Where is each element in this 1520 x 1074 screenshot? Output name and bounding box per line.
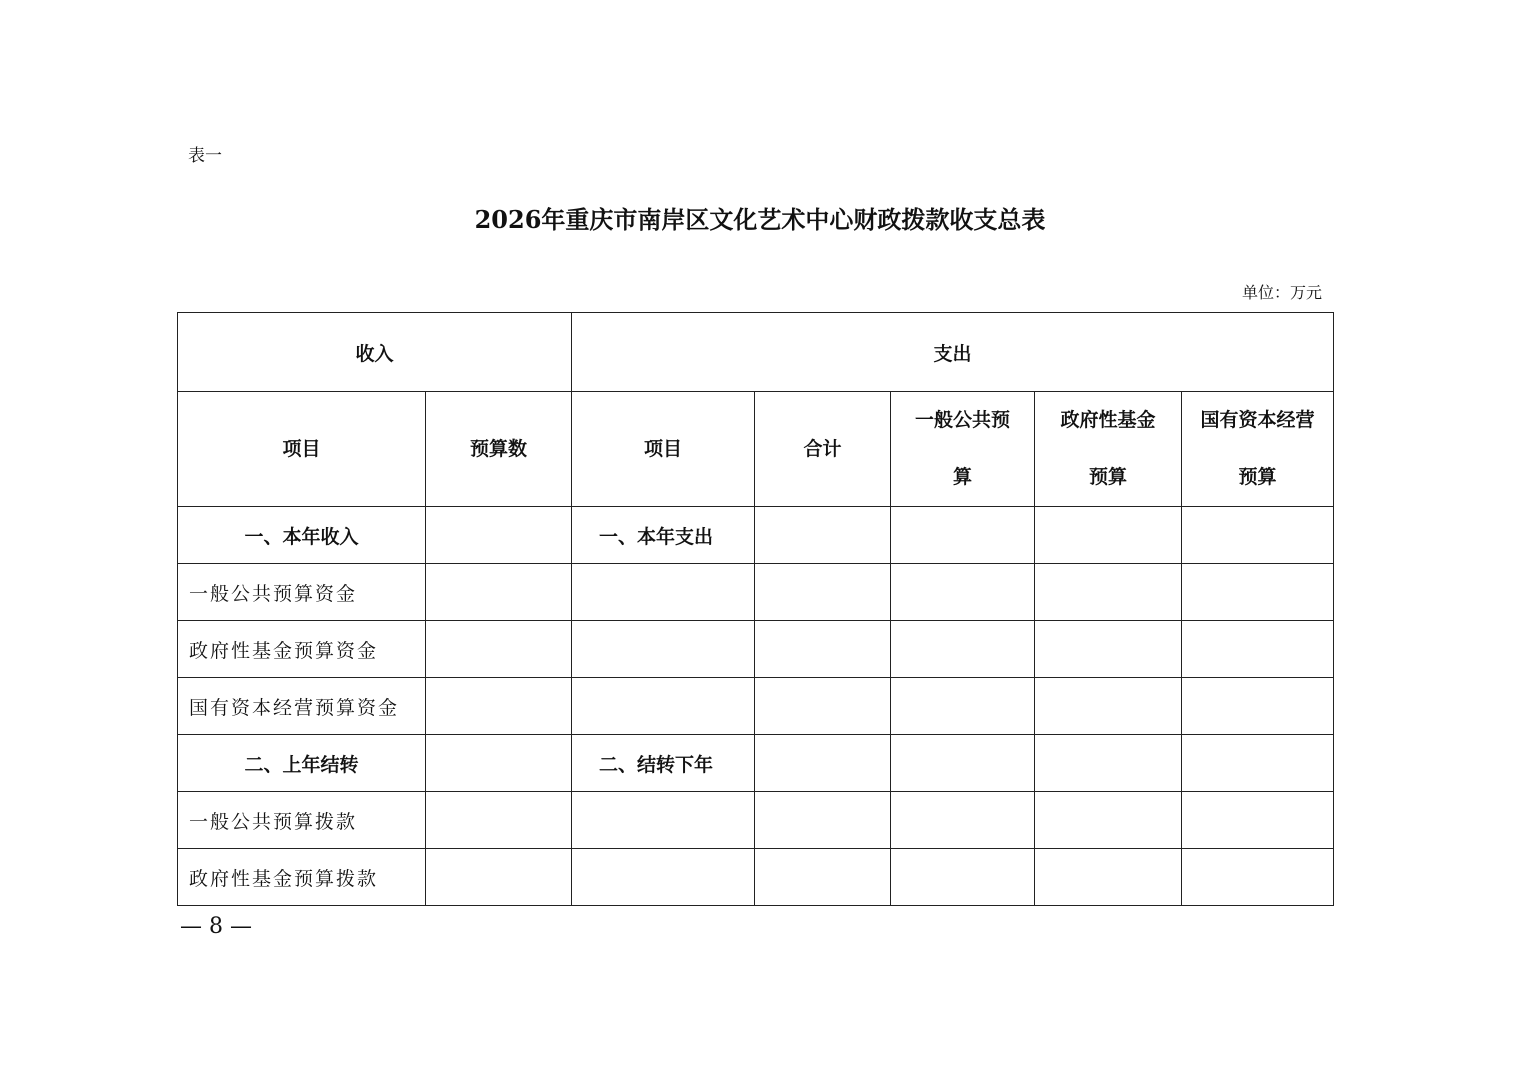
state-capital-cell	[1182, 564, 1334, 621]
income-item-cell: 一般公共预算资金	[178, 564, 426, 621]
income-item-cell: 一般公共预算拨款	[178, 792, 426, 849]
column-header-general-budget	[891, 392, 1035, 507]
state-capital-cell	[1182, 792, 1334, 849]
total-cell	[755, 621, 891, 678]
column-header-income-item: 项目	[178, 392, 426, 507]
gov-fund-cell	[1035, 792, 1182, 849]
expense-item-cell	[572, 792, 755, 849]
total-cell	[755, 564, 891, 621]
column-header-general-budget-line1: 一般公共预	[915, 409, 1011, 431]
table-row	[178, 678, 1334, 735]
income-budget-cell	[426, 507, 572, 564]
state-capital-cell	[1182, 507, 1334, 564]
page-title: 2026年重庆市南岸区文化艺术中心财政拨款收支总表	[474, 205, 1046, 234]
expense-header: 支出	[572, 313, 1334, 392]
column-header-income-budget: 预算数	[426, 392, 572, 507]
state-capital-cell	[1182, 735, 1334, 792]
total-cell	[755, 735, 891, 792]
income-item-cell: 二、上年结转	[178, 735, 426, 792]
table-row	[178, 564, 1334, 621]
page-number: — 8 —	[180, 914, 252, 939]
general-budget-cell	[891, 735, 1035, 792]
income-header: 收入	[178, 313, 572, 392]
income-budget-cell	[426, 564, 572, 621]
state-capital-cell	[1182, 678, 1334, 735]
general-budget-cell	[891, 564, 1035, 621]
expense-item-cell	[572, 564, 755, 621]
unit-label: 单位：万元	[1241, 283, 1322, 302]
income-budget-cell	[426, 735, 572, 792]
general-budget-cell	[891, 678, 1035, 735]
table-row	[178, 507, 1334, 564]
total-cell	[755, 849, 891, 906]
gov-fund-cell	[1035, 564, 1182, 621]
general-budget-cell	[891, 621, 1035, 678]
state-capital-cell	[1182, 621, 1334, 678]
income-item-cell: 一、本年收入	[178, 507, 426, 564]
column-header-state-capital	[1182, 392, 1334, 507]
table-row	[178, 621, 1334, 678]
income-budget-cell	[426, 849, 572, 906]
column-header-expense-item: 项目	[572, 392, 755, 507]
income-budget-cell	[426, 621, 572, 678]
general-budget-cell	[891, 849, 1035, 906]
column-header-state-capital-line2: 预算	[1238, 466, 1277, 488]
column-header-state-capital-line1: 国有资本经营	[1200, 409, 1315, 431]
table-row	[178, 792, 1334, 849]
income-item-cell: 政府性基金预算拨款	[178, 849, 426, 906]
budget-summary-table	[177, 312, 1334, 906]
state-capital-cell	[1182, 849, 1334, 906]
income-item-cell: 国有资本经营预算资金	[178, 678, 426, 735]
gov-fund-cell	[1035, 849, 1182, 906]
table-label: 表一	[188, 146, 222, 166]
income-budget-cell	[426, 678, 572, 735]
total-cell	[755, 792, 891, 849]
general-budget-cell	[891, 792, 1035, 849]
total-cell	[755, 678, 891, 735]
table-row	[178, 735, 1334, 792]
expense-item-cell	[572, 621, 755, 678]
expense-item-cell: 一、本年支出	[572, 507, 755, 564]
column-header-gov-fund-line2: 预算	[1089, 466, 1128, 488]
column-header-gov-fund-line1: 政府性基金	[1060, 409, 1156, 431]
column-header-general-budget-line2: 算	[953, 466, 973, 488]
gov-fund-cell	[1035, 735, 1182, 792]
gov-fund-cell	[1035, 621, 1182, 678]
total-cell	[755, 507, 891, 564]
gov-fund-cell	[1035, 507, 1182, 564]
column-header-total: 合计	[755, 392, 891, 507]
expense-item-cell	[572, 849, 755, 906]
income-item-cell: 政府性基金预算资金	[178, 621, 426, 678]
expense-item-cell	[572, 678, 755, 735]
income-budget-cell	[426, 792, 572, 849]
expense-item-cell: 二、结转下年	[572, 735, 755, 792]
table-row	[178, 849, 1334, 906]
gov-fund-cell	[1035, 678, 1182, 735]
column-header-gov-fund	[1035, 392, 1182, 507]
general-budget-cell	[891, 507, 1035, 564]
